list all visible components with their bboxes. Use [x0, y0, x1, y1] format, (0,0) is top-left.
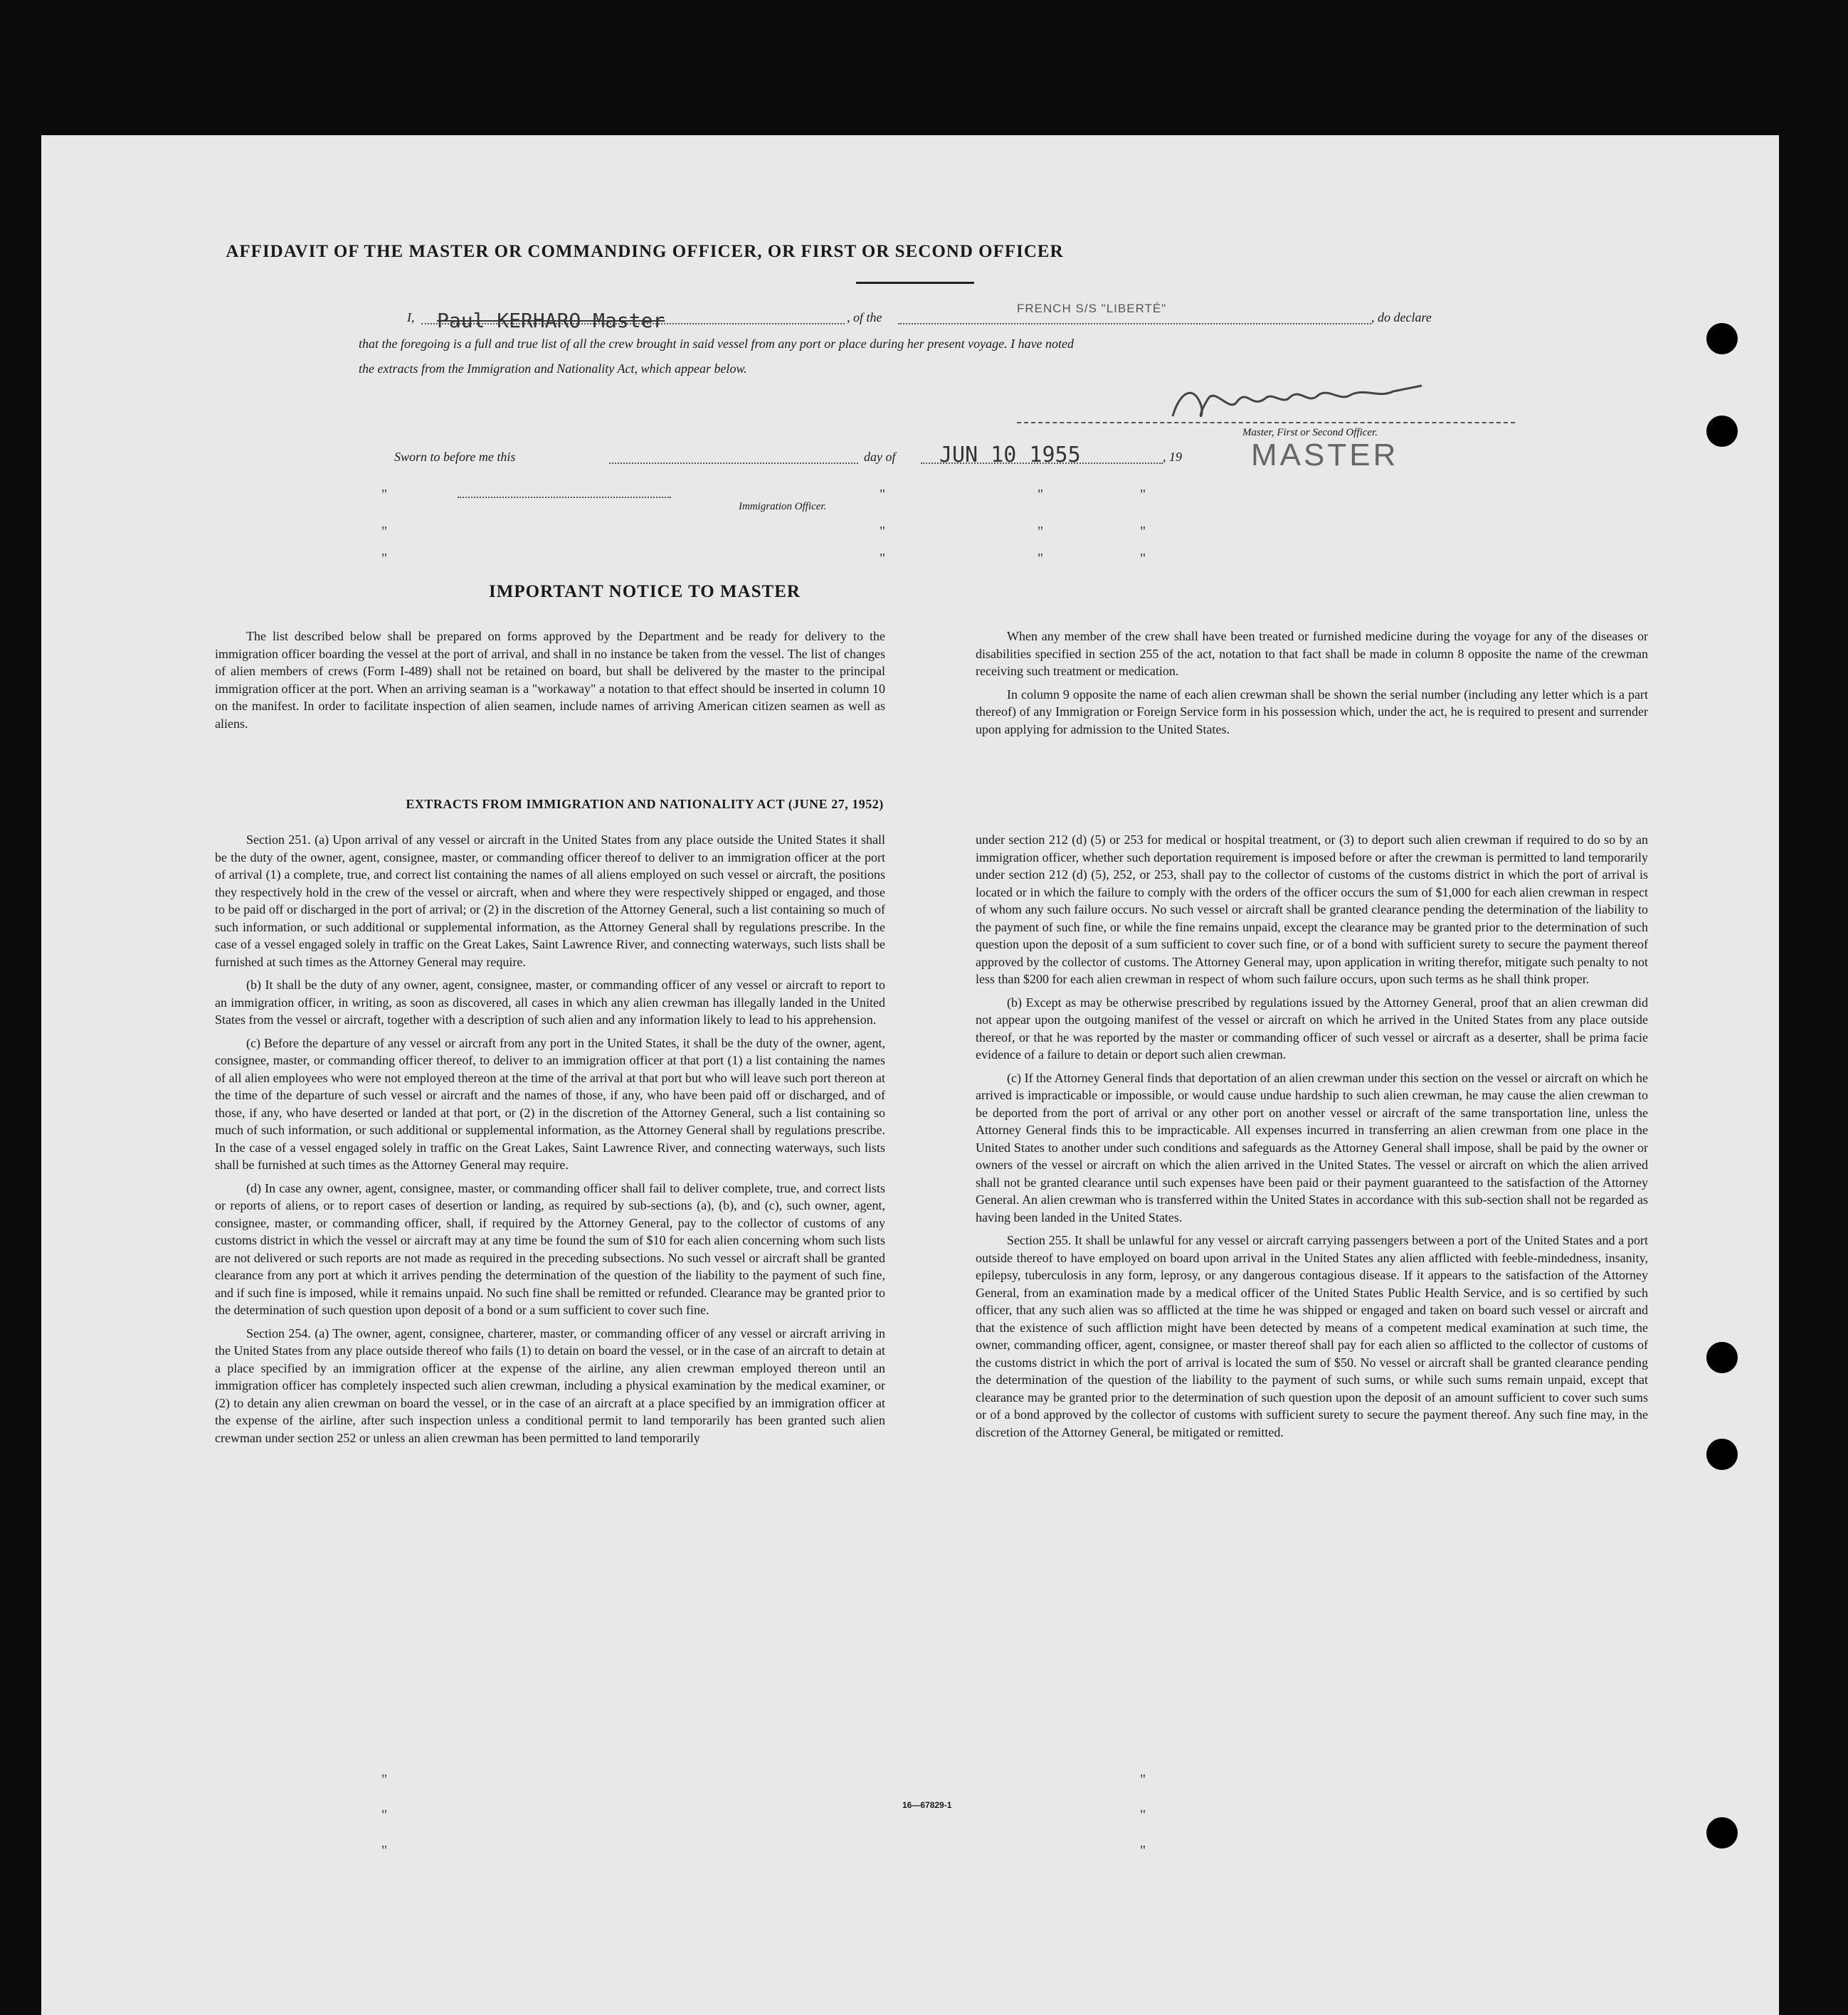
form-code: 16—67829-1 [902, 1800, 952, 1810]
binder-hole [1706, 1439, 1738, 1470]
binder-hole [1706, 1817, 1738, 1849]
affidavit-title: AFFIDAVIT OF THE MASTER OR COMMANDING OFFICER, OR FIRST OR SECOND OFFICER [226, 242, 1064, 261]
signature-caption: Master, First or Second Officer. [1242, 427, 1378, 438]
ditto-mark: " [1037, 551, 1044, 566]
ditto-mark: " [1037, 524, 1044, 539]
do-declare-label: , do declare [1371, 310, 1432, 324]
declaration-i: I, [407, 310, 415, 324]
notice-left-column [215, 628, 885, 738]
of-the-label: , of the [847, 310, 882, 324]
ditto-mark: " [1140, 1843, 1146, 1858]
section-254-a: Section 254. (a) The owner, agent, consignee, charterer, master, or commanding officer of any vessel or aircraft arriving in the United States from any place outside thereof who fails (1) to detain on board the vessel, or in the case of an aircraft to detain at a place specified by an immigration officer at the expense of the airline, any alien crewman employed thereon until an immigration officer has completely inspected such alien crewman, including a physical examination by the medical examiner, or (2) to detain any alien crewman on board the vessel, or in the case of an aircraft at a place specified by an immigration officer at the expense of the airline, after such inspection unless a conditional permit to land temporarily has been granted such alien crewman under section 252 or unless an alien crewman has been permitted to land temporarily [215, 1326, 885, 1445]
document-page [41, 135, 1779, 2015]
section-251-d: (d) In case any owner, agent, consignee, master, or commanding officer shall fail to deliver complete, true, and correct lists or reports of aliens, or to report cases of desertion or landing, as required by sub-sections (a), (b), and (c), such owner, agent, consignee, master, or commanding officer, shall, if required by the Attorney General, pay to the collector of customs of any customs district in which the vessel or aircraft may at any time be found the sum of $10 for each alien concerning whom such lists are not delivered or such reports are not made as required in the preceding subsections. No such vessel or aircraft shall be granted clearance from any port at which it arrives pending the determination of the question of the liability to the payment of such fine, and if such fine is imposed, while it remains unpaid. No such fine shall be remitted or refunded. Clearance may be granted prior to the determination of such question upon deposit of a bond or a sum sufficient to cover such fine. [215, 1180, 885, 1317]
notice-right-column [976, 628, 1648, 744]
ditto-mark: " [880, 551, 886, 566]
section-251-a: Section 251. (a) Upon arrival of any vessel or aircraft in the United States from any place outside the United States it shall be the duty of the owner, agent, consignee, master, or commanding officer thereof to deliver to an immigration officer at the port of arrival (1) a complete, true, and correct list containing the names of all aliens employed on such vessel or aircraft, the positions they respectively hold in the crew of the vessel or aircraft, when and where they were respectively shipped or engaged, and those to be paid off or discharged in the port of arrival; or (2) in the discretion of the Attorney General, such a list containing so much of such information, or such additional or supplemental information, as the Attorney General shall by regulations prescribe. In the case of a vessel engaged solely in traffic on the Great Lakes, Saint Lawrence River, and connecting waterways, such lists shall be furnished at such times as the Attorney General may require. [215, 832, 885, 969]
sworn-day-blank [609, 462, 858, 464]
ditto-mark: " [381, 1772, 388, 1787]
notice-paragraph: The list described below shall be prepared on forms approved by the Department and be ready for delivery to the immigration officer boarding the vessel at the port of arrival, and shall in no instance be taken from the vessel. The list of changes of alien members of crews (Form I-489) shall not be retained on board, but shall be delivered by the master to the principal immigration officer at the port. When an arriving seaman is a "workaway" a notation to that effect should be inserted in column 10 on the manifest. In order to facilitate inspection of alien seamen, include names of arriving American citizen seamen as well as aliens. [215, 629, 885, 731]
sworn-label: Sworn to before me this [394, 450, 516, 464]
section-254-b: (b) Except as may be otherwise prescribed by regulations issued by the Attorney General, proof that an alien crewman did not appear upon the outgoing manifest of the vessel or aircraft on which he arrived in the United States from any place outside thereof, or that he was reported by the master or commanding officer of such vessel or aircraft as a deserter, shall be prima facie evidence of a failure to detain or deport such alien crewman. [976, 995, 1648, 1062]
vessel-blank [898, 323, 1371, 324]
extracts-right-column [976, 831, 1648, 1447]
ditto-mark: " [880, 524, 886, 539]
extracts-left-column [215, 831, 885, 1452]
date-fill: JUN 10 1955 [939, 443, 1081, 467]
officer-blank [458, 497, 671, 498]
ditto-mark: " [1140, 551, 1146, 566]
vessel-fill: FRENCH S/S "LIBERTÉ" [1017, 302, 1167, 315]
notice-title: IMPORTANT NOTICE TO MASTER [489, 582, 801, 601]
sworn-line [394, 450, 1248, 465]
ditto-mark: " [1140, 1807, 1146, 1823]
section-254-a-continued: under section 212 (d) (5) or 253 for medical or hospital treatment, or (3) to deport such alien crewman if required to do so by an immigration officer, whether such deportation requirement is imposed before or after the crewman is permitted to land temporarily under section 212 (d) (5), 252, or 253, shall pay to the collector of customs of the customs district in which the port of arrival is located or in which the failure to comply with the orders of the officer occurs the sum of $1,000 for each alien crewman in respect of whom any such failure occurs. No such vessel or aircraft shall be granted clearance pending the determination of the liability to the payment of such fine, or while the fine remains unpaid, except the clearance may be granted prior to the determination of such question upon the deposit of a sum sufficient to cover such fine, or of a bond with sufficient surety to secure the payment thereof approved by the collector of customs. The Attorney General may, upon application in writing therefor, mitigate such penalty to not less than $200 for each alien crewman in respect of whom such failure occurs, upon such terms as he shall think proper. [976, 832, 1648, 986]
ditto-mark: " [381, 1807, 388, 1823]
ditto-mark: " [381, 487, 388, 502]
ditto-mark: " [1140, 524, 1146, 539]
declaration-line-2: that the foregoing is a full and true list of all the crew brought in said vessel from any port or place during her present voyage. I have noted [359, 337, 1075, 351]
binder-hole [1706, 1342, 1738, 1373]
title-divider [856, 282, 974, 284]
extracts-title: EXTRACTS FROM IMMIGRATION AND NATIONALITY ACT (JUNE 27, 1952) [406, 797, 884, 811]
section-251-b: (b) It shall be the duty of any owner, agent, consignee, master, or commanding officer of any vessel or aircraft to report to an immigration officer, in writing, as soon as discovered, all cases in which any alien crewman has illegally landed in the United States from the vessel or aircraft, together with a description of such alien and any information likely to lead to his apprehension. [215, 978, 885, 1027]
declaration-line-3: the extracts from the Immigration and Nationality Act, which appear below. [359, 361, 747, 376]
binder-hole [1706, 416, 1738, 447]
ditto-mark: " [1037, 487, 1044, 502]
name-fill: Paul KERHARO Master [437, 309, 665, 332]
day-of-label: day of [864, 450, 896, 464]
ditto-mark: " [381, 524, 388, 539]
ditto-mark: " [880, 487, 886, 502]
notice-paragraph: When any member of the crew shall have been treated or furnished medicine during the voyage for any of the diseases or disabilities specified in section 255 of the act, notation to that fact shall be made in column 8 opposite the name of the crewman receiving such treatment or medication. [976, 629, 1648, 678]
immigration-officer-caption: Immigration Officer. [739, 501, 827, 512]
section-251-c: (c) Before the departure of any vessel or aircraft from any port in the United States, it shall be the duty of the owner, agent, consignee, master, or commanding officer thereof, to deliver to an immigration officer at that port (1) a list containing the names of all alien employees who were not employed thereon at the time of the arrival at that port but who will leave such port thereon at the time of the departure of such vessel or aircraft and the names of those, if any, who have been paid off or discharged, and of those, if any, who have deserted or landed at that port, or (2) in the discretion of the Attorney General, such a list containing so much of such information, or such additional or supplemental information, as the Attorney General shall by regulations prescribe. In the case of a vessel engaged solely in traffic on the Great Lakes, Saint Lawrence River, and connecting waterways, such lists shall be furnished at such times as the Attorney General may require. [215, 1035, 885, 1172]
ditto-mark: " [381, 551, 388, 566]
notice-paragraph: In column 9 opposite the name of each alien crewman shall be shown the serial number (including any letter which is a part thereof) of any Immigration or Foreign Service form in his possession which, under the act, he is required to present and surrender upon applying for admission to the United States. [976, 687, 1648, 736]
section-255: Section 255. It shall be unlawful for any vessel or aircraft carrying passengers between a port of the United States and a port outside thereof to have employed on board upon arrival in the United States any alien afflicted with feeble-mindedness, insanity, epilepsy, tuberculosis in any form, leprosy, or any dangerous contagious disease. If it appears to the satisfaction of the Attorney General, from an examination made by a medical officer of the United States Public Health Service, and is so certified by such officer, that any such alien was so afflicted at the time he was shipped or engaged and taken on board such vessel or aircraft and that the existence of such affliction might have been detected by means of a competent medical examination at such time, the owner, commanding officer, agent, consignee, or master thereof shall pay for each alien so afflicted to the collector of customs of the customs district in which the port of arrival is located the sum of $50. No vessel or aircraft shall be granted clearance pending the determination of the question of the liability to the payment of such sums, or while such sums remain unpaid, except that clearance may be granted prior to the determination of such question upon the deposit of an amount sufficient to cover such sums or of a bond approved by the collector of customs with sufficient surety to secure the payment thereof. Any such fine may, in the discretion of the Attorney General, be mitigated or remitted. [976, 1233, 1648, 1439]
year-prefix: , 19 [1163, 450, 1182, 464]
ditto-mark: " [381, 1843, 388, 1858]
section-254-c: (c) If the Attorney General finds that deportation of an alien crewman under this section on the vessel or aircraft on which he arrived is impracticable or impossible, or would cause undue hardship to such alien crewman, he may cause the alien crewman to be deported from the port of arrival or any other port on another vessel or aircraft of the same transportation line, unless the Attorney General finds this to be impracticable. All expenses incurred in transferring an alien crewman from one place in the United States to another under such conditions and safeguards as the Attorney General shall impose, shall be paid by the owner or owners of the vessel or aircraft on which the alien arrived in the United States. The vessel or aircraft on which the alien arrived shall not be granted clearance until such expenses have been paid or their payment guaranteed to the satisfaction of the Attorney General. An alien crewman who is transferred within the United States in accordance with this sub-section shall not be regarded as having been landed in the United States. [976, 1070, 1648, 1225]
master-stamp: MASTER [1251, 438, 1399, 472]
ditto-mark: " [1140, 1772, 1146, 1787]
signature-line [1017, 422, 1515, 423]
ditto-mark: " [1140, 487, 1146, 502]
master-signature [1166, 377, 1479, 427]
binder-hole [1706, 323, 1738, 354]
